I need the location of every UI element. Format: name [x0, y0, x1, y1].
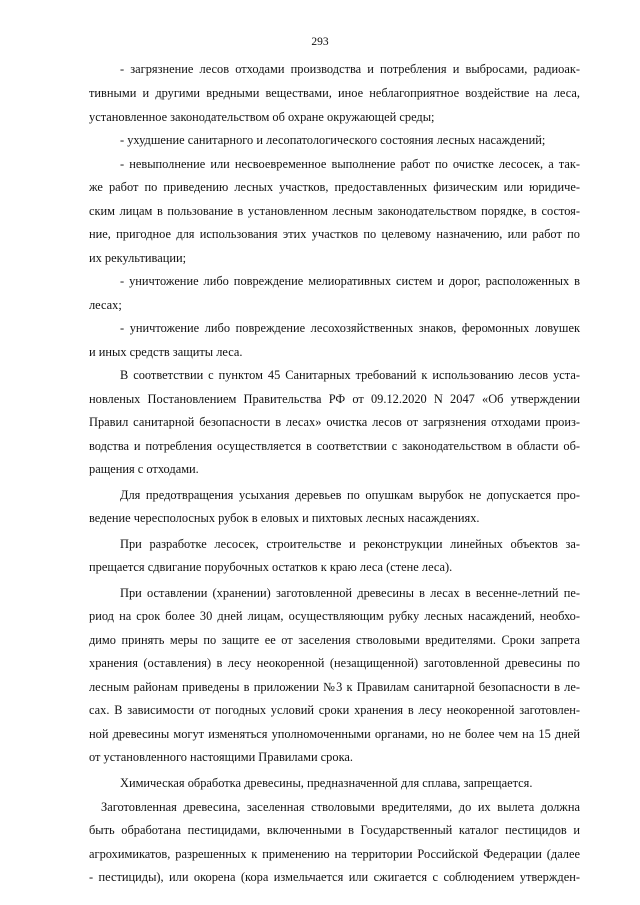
text-line: ние, пригодное для использования этих участков по целевому назначению, или работ по [89, 227, 580, 241]
text-line: лесным районам приведены в приложении №3 к Правилам санитарной безопасности в ле- [89, 680, 580, 694]
text-line: агрохимикатов, разрешенных к применению на территории Российской Федерации (далее [89, 847, 580, 861]
text-line: установленное законодательством об охране окружающей среды; [89, 110, 435, 124]
text-line: ной древесины могут изменяться уполномоченными органами, но не более чем на 15 дней [89, 727, 580, 741]
text-line: При оставлении (хранении) заготовленной древесины в лесах в весенне-летний пе- [120, 586, 580, 600]
text-line: же работ по приведению лесных участков, предоставленных физическим или юридиче- [89, 180, 580, 194]
text-line: хранения (оставления) в лесу неокоренной (незащищенной) заготовленной древесины по [89, 656, 580, 670]
text-line: - невыполнение или несвоевременное выполнение работ по очистке лесосек, а так- [120, 157, 580, 171]
text-line: - уничтожение либо повреждение мелиоративных систем и дорог, расположенных в [120, 274, 580, 288]
text-line: быть обработана пестицидами, включенными в Государственный каталог пестицидов и [89, 823, 580, 837]
text-line: водства и потребления осуществляется в соответствии с законодательством в области об- [89, 439, 580, 453]
text-line: лесах; [89, 298, 122, 312]
text-line: прещается сдвигание порубочных остатков к краю леса (стене леса). [89, 560, 453, 574]
text-line: - ухудшение санитарного и лесопатологического состояния лесных насаждений; [120, 133, 546, 147]
text-line: Правил санитарной безопасности в лесах» очистка лесов от загрязнения отходами произ- [89, 415, 580, 429]
text-line: Химическая обработка древесины, предназначенной для сплава, запрещается. [120, 776, 533, 790]
text-line: ским лицам в пользование в установленном лесным законодательством порядке, в состоя- [89, 204, 580, 218]
text-line: - загрязнение лесов отходами производства и потребления и выбросами, радиоак- [120, 62, 580, 76]
text-line: - уничтожение либо повреждение лесохозяйственных знаков, феромонных ловушек [120, 321, 580, 335]
text-line: от установленного настоящими Правилами срока. [89, 750, 354, 764]
text-line: Заготовленная древесина, заселенная стволовыми вредителями, до их вылета должна [101, 800, 580, 814]
text-line: ращения с отходами. [89, 462, 199, 476]
text-line: новленых Постановлением Правительства РФ от 09.12.2020 N 2047 «Об утверждении [89, 392, 580, 406]
text-line: - пестициды), или окорена (кора измельчается или сжигается с соблюдением утвержден- [89, 870, 580, 884]
text-line: и иных средств защиты леса. [89, 345, 243, 359]
text-line: димо принять меры по защите ее от заселения стволовыми вредителями. Сроки запрета [89, 633, 580, 647]
text-line: Для предотвращения усыхания деревьев по опушкам вырубок не допускается про- [120, 488, 580, 502]
text-line: их рекультивации; [89, 251, 187, 265]
text-line: При разработке лесосек, строительстве и реконструкции линейных объектов за- [120, 537, 580, 551]
text-line: тивными и другими вредными веществами, иное неблагоприятное воздействие на леса, [89, 86, 580, 100]
text-line: В соответствии с пунктом 45 Санитарных требований к использованию лесов уста- [120, 368, 580, 382]
text-line: риод на срок более 30 дней лицам, осуществляющим рубку лесных насаждений, необхо- [89, 609, 580, 623]
page-number: 293 [311, 36, 329, 48]
text-line: ведение чересполосных рубок в еловых и пихтовых лесных насаждениях. [89, 511, 480, 525]
text-line: сах. В зависимости от погодных условий сроки хранения в лесу неокоренной заготовлен- [89, 703, 580, 717]
